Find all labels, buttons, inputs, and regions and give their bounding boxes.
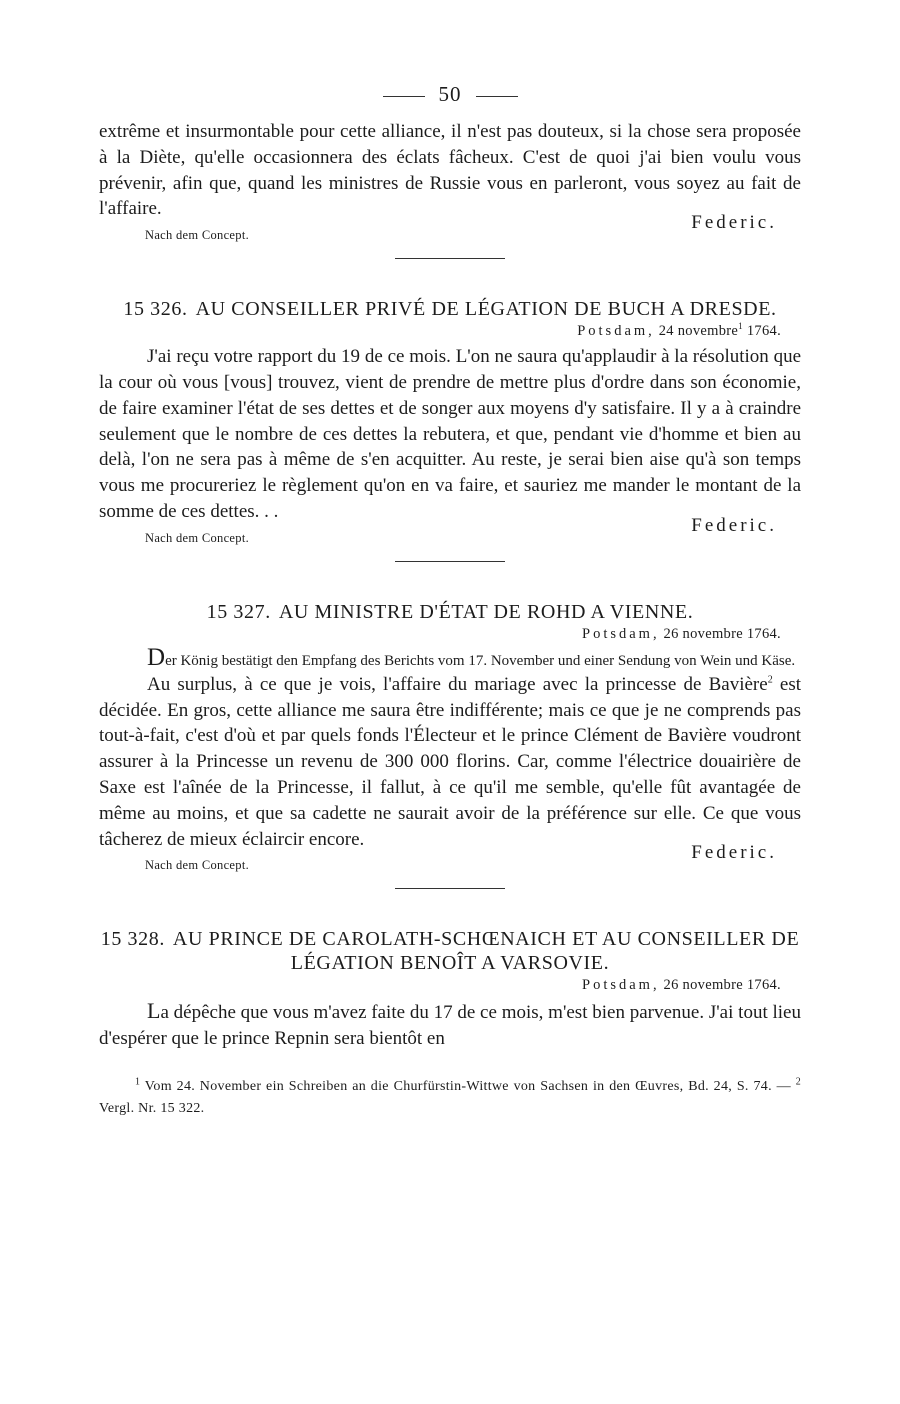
footnote-ref: 2	[767, 674, 773, 686]
letter-title: AU MINISTRE D'ÉTAT DE ROHD A VIENNE.	[278, 600, 694, 623]
letter-place-date	[99, 977, 781, 994]
letter-signature-row	[99, 842, 801, 874]
letter-number: 15 327.	[206, 600, 271, 623]
letter-heading	[99, 600, 801, 624]
letter-number: 15 326.	[123, 298, 188, 321]
letter-city: Potsdam,	[582, 625, 660, 642]
letter-title: AU PRINCE DE CAROLATH-SCHŒNAICH ET AU CONSEILLER DE LÉGATION BENOÎT A VARSOVIE.	[172, 928, 800, 975]
letter-heading	[99, 927, 801, 975]
letter-number: 15 328.	[100, 928, 165, 951]
header-dash-right	[476, 96, 518, 97]
footnote-ref: 1	[738, 321, 743, 332]
header-dash-left	[383, 96, 425, 97]
letter-date: 26 novembre 1764.	[663, 977, 781, 994]
letter-source: Nach dem Concept.	[145, 858, 250, 873]
letter-date: 26 novembre 1764.	[663, 625, 781, 642]
footnote-mark: 2	[795, 1076, 801, 1088]
document-page	[99, 82, 801, 1120]
letter-body	[99, 672, 801, 853]
letter-place-date	[99, 323, 781, 340]
intro-signature: Federic.	[691, 212, 777, 234]
letter-place-date	[99, 626, 781, 643]
letter-body	[99, 998, 801, 1052]
body-initial: L	[147, 998, 161, 1024]
footnote-1: Vom 24. November ein Schreiben an die Churfürstin-Wittwe von Sachsen in den Œuvres, Bd. 24, S. 74. —	[140, 1078, 796, 1094]
section-divider	[395, 258, 505, 259]
letter-city: Potsdam,	[577, 323, 655, 340]
footnote-mark: 1	[135, 1076, 141, 1088]
letter-title: AU CONSEILLER PRIVÉ DE LÉGATION DE BUCH A DRESDE.	[195, 298, 777, 321]
letter-signature: Federic.	[691, 842, 777, 864]
letter-signature-row	[99, 514, 801, 547]
summary-text: er König bestätigt den Empfang des Berichts vom 17. November und einer Sendung von Wein und Käse.	[165, 652, 796, 669]
letter-city: Potsdam,	[582, 977, 660, 994]
page-header	[99, 82, 801, 107]
intro-source: Nach dem Concept.	[145, 228, 250, 243]
footnote-2: Vergl. Nr. 15 322.	[99, 1100, 205, 1116]
letter-heading	[99, 297, 801, 321]
letter-date: 24 novembre	[658, 323, 739, 340]
letter-source: Nach dem Concept.	[145, 530, 250, 545]
intro-signature-row	[99, 212, 801, 244]
letter-body-part: est décidée. En gros, cette alliance me saura être indifférente; mais ce que je ne comprends pas tout-à-fait, c'est d'où et par quels fonds l'Électeur et le prince Clément de Bavière voudront assurer à la Princesse un revenu de 300 000 florins. Car, comme l'électrice douairière de Saxe est l'aînée de la Princesse, il fallut, à ce qu'il me semble, qu'elle fût avantagée de même au moins, et que sa cadette ne saurait avoir de la préférence sur elle. Ce que vous tâcherez de mieux éclaircir encore.	[99, 673, 801, 850]
letter-body: J'ai reçu votre rapport du 19 de ce mois. L'on ne saura qu'applaudir à la résolution que la cour où vous [vous] trouvez, vient de prendre de mettre plus d'ordre dans son économie, de faire examiner l'état de ses dettes et de songer aux moyens d'y satisfaire. Il y a à craindre seulement que le nombre de ces dettes la rebutera, et que, pendant vie d'homme et bien au delà, l'on ne sera pas à même de s'en acquitter. Au reste, je serai bien aise qu'à son temps vous me procureriez le règlement qu'on en va faire, et sauriez me mander le montant de la somme de ces dettes. . .	[99, 346, 801, 522]
section-divider	[395, 888, 505, 889]
footnotes	[99, 1076, 801, 1120]
section-divider	[395, 561, 505, 562]
letter-body-part: a dépêche que vous m'avez faite du 17 de ce mois, m'est bien parvenue. J'ai tout lieu d'espérer que le prince Repnin sera bientôt en	[99, 1002, 801, 1050]
footnote-text	[99, 1076, 801, 1120]
letter-body-part: Au surplus, à ce que je vois, l'affaire du mariage avec la princesse de Bavière	[147, 673, 768, 695]
letter-summary	[99, 643, 801, 672]
page-number: 50	[438, 82, 462, 106]
summary-initial: D	[147, 643, 166, 671]
letter-signature: Federic.	[691, 514, 777, 536]
letter-year: 1764.	[746, 323, 781, 340]
intro-paragraph: extrême et insurmontable pour cette alliance, il n'est pas douteux, si la chose sera proposée à la Diète, qu'elle occasionnera des éclats fâcheux. C'est de quoi j'ai bien voulu vous prévenir, afin que, quand les ministres de Russie vous en parleront, vous soyez au fait de l'affaire.	[99, 121, 801, 220]
